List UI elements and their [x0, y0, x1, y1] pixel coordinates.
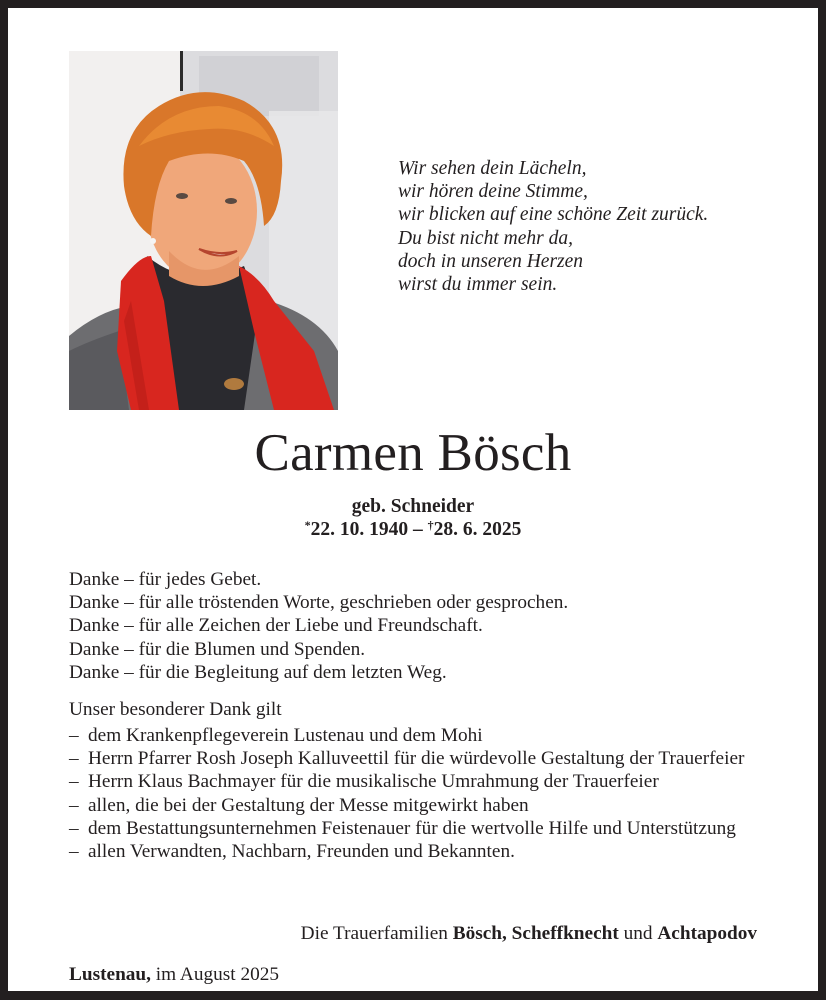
portrait-photo [69, 51, 338, 410]
dash-bullet: – [69, 817, 79, 839]
poem-line: Du bist nicht mehr da, [398, 227, 573, 249]
dash-bullet: – [69, 841, 79, 863]
date: im August 2025 [150, 964, 280, 985]
deceased-name: Carmen Bösch [254, 424, 572, 482]
list-item [69, 840, 757, 863]
thanks-line: Danke – für die Blumen und Spenden. [69, 638, 366, 660]
list-item-text: allen, die bei der Gestaltung der Messe mitgewirkt haben [88, 794, 529, 816]
death-date: 28. 6. 2025 [433, 519, 522, 540]
special-thanks-list [69, 724, 757, 863]
memorial-poem [398, 157, 708, 296]
family-name: Scheffknecht [511, 923, 619, 944]
obituary-page [8, 8, 818, 991]
list-item-text: Herrn Pfarrer Rosh Joseph Kalluveettil für die würdevolle Gestaltung der Trauerfeier [88, 748, 745, 770]
signature-connector: und [618, 923, 658, 944]
life-dates [8, 518, 818, 541]
dash-bullet: – [69, 725, 79, 746]
thanks-line: Danke – für die Begleitung auf dem letzten Weg. [69, 661, 447, 683]
list-item [69, 794, 757, 817]
list-item [69, 817, 757, 840]
family-signature [301, 922, 757, 945]
list-item-text: dem Bestattungsunternehmen Feistenauer für die wertvolle Hilfe und Unterstützung [88, 817, 736, 839]
thanks-line: Danke – für alle Zeichen der Liebe und Freundschaft. [69, 615, 483, 637]
birth-symbol: * [304, 518, 311, 532]
poem-line: doch in unseren Herzen [398, 250, 584, 272]
list-item [69, 747, 757, 770]
list-item-text: Herrn Klaus Bachmayer für die musikalische Umrahmung der Trauerfeier [88, 771, 659, 793]
thanks-line: Danke – für alle tröstenden Worte, geschrieben oder gesprochen. [69, 592, 569, 614]
place-and-date [69, 963, 279, 986]
signature-prefix: Die Trauerfamilien [300, 923, 453, 944]
family-name: Bösch, [452, 923, 507, 944]
poem-line: wir blicken auf eine schöne Zeit zurück. [398, 204, 709, 226]
death-cross-icon: † [427, 518, 434, 532]
dash-bullet: – [69, 794, 79, 816]
list-item-text: dem Krankenpflegeverein Lustenau und dem Mohi [88, 725, 483, 746]
place: Lustenau, [69, 964, 151, 985]
poem-line: Wir sehen dein Lächeln, [398, 158, 587, 179]
birth-date: 22. 10. 1940 [310, 519, 409, 540]
dash-bullet: – [69, 771, 79, 793]
maiden-name: geb. Schneider [351, 496, 475, 517]
list-item [69, 724, 757, 747]
date-separator: – [408, 519, 428, 540]
special-thanks-intro: Unser besonderer Dank gilt [69, 699, 282, 720]
thanks-line: Danke – für jedes Gebet. [69, 569, 262, 590]
list-item [69, 770, 757, 793]
dash-bullet: – [69, 748, 79, 770]
poem-line: wir hören deine Stimme, [398, 181, 588, 203]
list-item-text: allen Verwandten, Nachbarn, Freunden und Bekannten. [88, 841, 515, 863]
poem-line: wirst du immer sein. [398, 274, 558, 296]
family-name: Achtapodov [657, 923, 757, 944]
thanks-list [69, 568, 757, 684]
